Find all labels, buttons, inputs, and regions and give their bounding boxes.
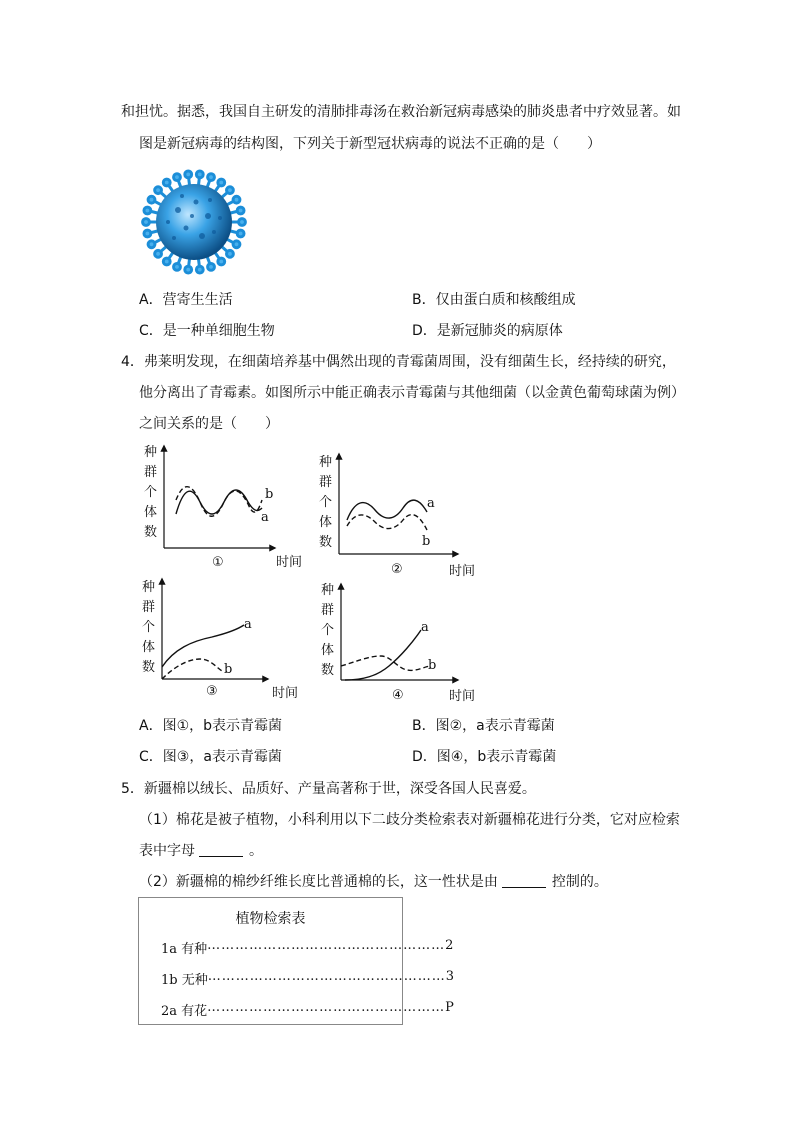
chart-1-xlabel: 时间 (276, 555, 303, 570)
plant-key-row (161, 938, 454, 957)
q4-option-b: B．图②，a表示青霉菌 (412, 718, 555, 734)
q5-sub1-line-2-pre: 表中字母 (139, 843, 195, 859)
virus-spike-head (174, 174, 181, 181)
plant-key-target: 2 (445, 938, 454, 953)
plant-key-table (138, 897, 455, 1025)
virus-spike-head (185, 266, 192, 273)
chart-2-series-b-line (347, 515, 427, 530)
chart-4-ylabel-char: 数 (321, 663, 335, 678)
virus-spike-head (237, 207, 244, 214)
chart-4-ylabel-char: 群 (321, 603, 335, 618)
chart-2-ylabel-char: 群 (319, 475, 333, 490)
chart-4-panel-label: ④ (392, 688, 404, 703)
chart-4-series-b-label: b (428, 658, 437, 673)
chart-2-ylabel-char: 种 (319, 455, 333, 470)
chart-4-ylabel-char: 个 (321, 623, 335, 638)
virus-spike-head (163, 179, 170, 186)
q4-line-2: 他分离出了青霉素。如图所示中能正确表示青霉菌与其他细菌（以金黄色葡萄球菌为例） (139, 385, 685, 401)
chart-2-xlabel: 时间 (449, 564, 476, 579)
chart-2-series-a-line (347, 500, 427, 520)
q5-sub1-line-2 (139, 841, 263, 861)
q4-option-a: A．图①，b表示青霉菌 (139, 718, 283, 734)
chart-2-ylabel-char: 个 (319, 495, 333, 510)
virus-spike-head (237, 230, 244, 237)
q5-sub1-line-1: （1）棉花是被子植物，小科利用以下二歧分类检索表对新疆棉花进行分类，它对应检索 (139, 812, 680, 828)
q5-sub2-post: 控制的。 (551, 874, 608, 890)
virus-spike-head (155, 187, 162, 194)
virus-spike-head (196, 171, 203, 178)
virus-spike-head (185, 171, 192, 178)
chart-2-ylabel-char: 数 (319, 535, 333, 550)
q3-option-b: B．仅由蛋白质和核酸组成 (412, 292, 576, 308)
chart-1-ylabel-char: 群 (144, 465, 158, 480)
chart-3-ylabel-char: 数 (142, 660, 156, 675)
chart-3-series-a-label: a (244, 617, 252, 632)
q3-option-d: D．是新冠肺炎的病原体 (412, 323, 563, 339)
q4-option-c: C．图③，a表示青霉菌 (139, 749, 282, 765)
chart-4-series-a-line (345, 630, 421, 680)
q3-option-a: A．营寄生生活 (139, 292, 233, 308)
virus-spike-head (148, 241, 155, 248)
virus-spike-head (239, 219, 246, 226)
chart-1-ylabel-char: 种 (144, 445, 158, 460)
chart-3-series-a-line (162, 625, 244, 667)
virus-spike-head (233, 196, 240, 203)
q5-sub2-pre: （2）新疆棉的棉纱纤维长度比普通棉的长，这一性状是由 (139, 874, 498, 890)
plant-key-label: 1a 有种 (161, 942, 208, 957)
coronavirus-image (138, 166, 250, 278)
chart-1 (140, 440, 315, 575)
chart-4-xlabel: 时间 (449, 689, 476, 704)
chart-1-ylabel-char: 个 (144, 485, 158, 500)
plant-key-leader: …………………………………………… (207, 1000, 446, 1015)
chart-3-series-b-line (162, 659, 222, 679)
q3-option-c: C．是一种单细胞生物 (139, 323, 275, 339)
chart-3-series-b-label: b (224, 662, 233, 677)
chart-4-ylabel-char: 种 (321, 583, 335, 598)
plant-key-label: 2a 有花 (161, 1004, 208, 1019)
plant-key-leader: …………………………………………… (207, 969, 446, 984)
plant-key-row (161, 1000, 454, 1019)
chart-4-ylabel-char: 体 (321, 643, 335, 658)
chart-2-ylabel-char: 体 (319, 515, 333, 530)
q3-line-2: 图是新冠病毒的结构图，下列关于新型冠状病毒的说法不正确的是（ ） (139, 136, 601, 152)
plant-key-target: 3 (445, 969, 455, 984)
chart-1-series-b-label: b (265, 487, 274, 502)
virus-spike-head (144, 207, 151, 214)
answer-blank-2[interactable] (502, 873, 546, 888)
plant-key-leader: …………………………………………… (207, 938, 446, 953)
chart-1-ylabel-char: 体 (144, 505, 158, 520)
chart-3 (140, 575, 315, 705)
chart-2-series-a-label: a (427, 496, 435, 511)
virus-spike-head (144, 230, 151, 237)
chart-3-xlabel: 时间 (272, 686, 299, 701)
virus-spike-head (143, 219, 150, 226)
q5-sub2 (139, 872, 608, 892)
plant-key-title: 植物检索表 (235, 911, 306, 927)
virus-spike-head (208, 174, 215, 181)
plant-key-row (161, 969, 455, 988)
chart-1-ylabel-char: 数 (144, 525, 158, 540)
virus-spike-head (196, 266, 203, 273)
q5-intro: 5．新疆棉以绒长、品质好、产量高著称于世，深受各国人民喜爱。 (121, 781, 536, 797)
chart-3-ylabel-char: 群 (142, 600, 156, 615)
virus-spike-head (148, 196, 155, 203)
chart-1-panel-label: ① (212, 555, 224, 570)
q5-sub1-line-2-post: 。 (249, 843, 263, 859)
chart-4-series-a-label: a (421, 620, 429, 635)
virus-spike-head (218, 258, 225, 265)
chart-3-ylabel-char: 体 (142, 640, 156, 655)
virus-spike-head (208, 263, 215, 270)
virus-spike-head (233, 241, 240, 248)
chart-3-ylabel-char: 种 (142, 580, 156, 595)
virus-spike-head (227, 187, 234, 194)
chart-3-panel-label: ③ (206, 684, 218, 699)
virus-spike-head (227, 250, 234, 257)
chart-3-ylabel-char: 个 (142, 620, 156, 635)
virus-spike-head (163, 258, 170, 265)
chart-2 (315, 450, 490, 585)
virus-spike-head (174, 263, 181, 270)
q4-option-d: D．图④，b表示青霉菌 (412, 749, 557, 765)
answer-blank-1[interactable] (199, 842, 243, 857)
chart-2-series-b-label: b (422, 534, 431, 549)
plant-key-target: P (445, 1000, 454, 1015)
virus-spike-head (218, 179, 225, 186)
chart-4 (315, 580, 490, 710)
chart-2-panel-label: ② (391, 562, 403, 577)
plant-key-label: 1b 无种 (161, 973, 208, 988)
q4-line-3: 之间关系的是（ ） (139, 416, 279, 432)
virus-spike-head (155, 250, 162, 257)
chart-1-series-a-label: a (261, 510, 269, 525)
q3-line-1: 和担忧。据悉，我国自主研发的清肺排毒汤在救治新冠病毒感染的肺炎患者中疗效显著。如 (121, 104, 681, 120)
q4-line-1: 4．弗莱明发现，在细菌培养基中偶然出现的青霉菌周围，没有细菌生长，经持续的研究， (121, 354, 676, 370)
